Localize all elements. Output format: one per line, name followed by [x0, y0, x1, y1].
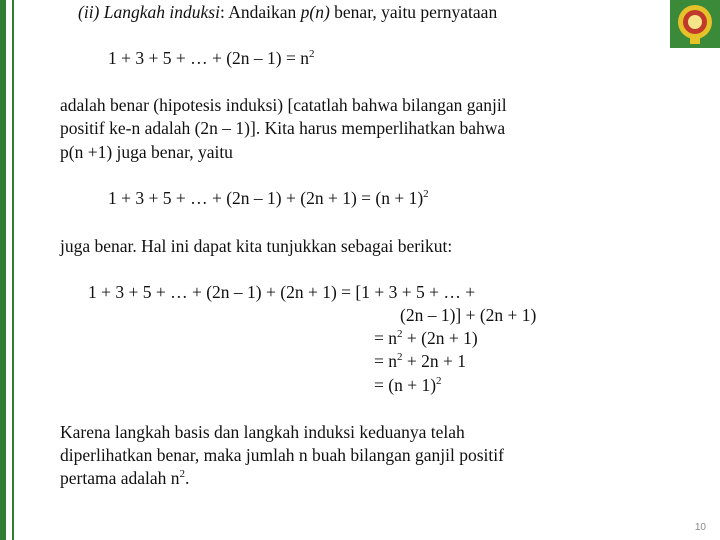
eq2-exponent: 2: [423, 188, 429, 201]
eq2-lhs: 1 + 3 + 5 + … + (2n – 1) + (2n + 1) = (n + 1): [108, 188, 424, 208]
derivation-line1: 1 + 3 + 5 + … + (2n – 1) + (2n + 1) = [1 + 3 + 5 + … +: [88, 282, 476, 302]
deriv5-pre: = (n + 1): [374, 375, 437, 395]
concl3-post: .: [185, 468, 190, 488]
equation-goal: [108, 190, 429, 208]
eq1-lhs: 1 + 3 + 5 + … + (2n – 1) = n: [108, 48, 310, 68]
deriv4-pre: = n: [374, 351, 397, 371]
deriv4-post: + 2n + 1: [402, 351, 466, 371]
deriv4-exp: 2: [397, 351, 403, 364]
para1-line1: adalah benar (hipotesis induksi) [catatlah bahwa bilangan ganjil: [60, 95, 507, 115]
equation-hypothesis: [108, 50, 315, 68]
step2-intro-post: benar, yaitu pernyataan: [329, 2, 498, 22]
para1-line3: p(n +1) juga benar, yaitu: [60, 142, 233, 162]
conclusion-line3: [60, 470, 189, 488]
deriv3-post: + (2n + 1): [402, 328, 478, 348]
para2: juga benar. Hal ini dapat kita tunjukkan sebagai berikut:: [60, 236, 453, 256]
deriv3-pre: = n: [374, 328, 397, 348]
derivation-line5: [374, 377, 442, 395]
step2-heading: [78, 4, 497, 22]
para1-line2: positif ke-n adalah (2n – 1)]. Kita harus memperlihatkan bahwa: [60, 118, 506, 138]
derivation-line4: [374, 353, 466, 371]
conclusion-line1: Karena langkah basis dan langkah induksi keduanya telah: [60, 422, 465, 442]
left-accent-bar: [0, 0, 6, 540]
derivation-line2: (2n – 1)] + (2n + 1): [400, 305, 537, 325]
derivation-line3: [374, 330, 478, 348]
deriv5-exp: 2: [436, 375, 442, 388]
concl3-exp: 2: [179, 468, 186, 481]
p-of-n: p(n): [300, 2, 330, 22]
concl3-pre: pertama adalah n: [60, 468, 180, 488]
university-seal-icon: [670, 0, 720, 48]
conclusion-line2: diperlihatkan benar, maka jumlah n buah bilangan ganjil positif: [60, 445, 504, 465]
eq1-exponent: 2: [309, 48, 315, 61]
step2-label: (ii) Langkah induksi: [78, 2, 220, 22]
left-accent-line: [12, 0, 14, 540]
step2-intro-pre: : Andaikan: [219, 2, 301, 22]
page-number: 10: [694, 522, 706, 533]
deriv3-exp: 2: [397, 328, 403, 341]
